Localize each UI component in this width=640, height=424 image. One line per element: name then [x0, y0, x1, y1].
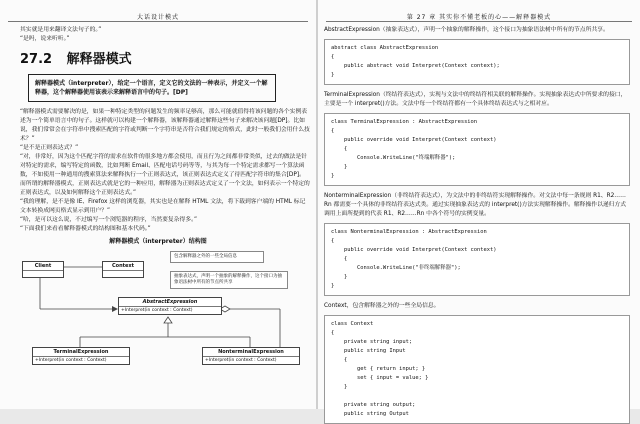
code-abstract: abstract class AbstractExpression { public abstract void Interpret(Context context); } [324, 39, 630, 85]
section-title: 解释器模式 [66, 52, 132, 67]
context-name: Context [103, 262, 143, 271]
body-paragraph-1: “解释器模式需要解决的是，如果一种特定类型的问题发生的频率足够高，那么可能就值得将该问题的各个实例表述为一个简单语言中的句子。这样就可以构建一个解释器，该解释器通过解释这些句子来解决该问题[DP]。比如说，我们常常会在字符串中搜索匹配的字符或判断一个字符串是否符合我们规定的格式，此时一般我们会用什么技术？” [20, 109, 310, 142]
right-running-head: 第 27 章 其实你不懂老板的心——解释器模式 [326, 0, 632, 22]
terminal-op: +Interpret(in context : Context) [35, 358, 107, 363]
nonterminal-op: +Interpret(in context : Context) [205, 358, 277, 363]
nonterminal-name: NonterminalExpression [203, 348, 299, 357]
code-context: class Context { private string input; public string Input { get { return input; } set { input = value; } } private string output; public string Output [324, 315, 630, 424]
body-paragraph-4: “我的理解，是不是像 IE、Firefox 这样的浏览器，其实也是在解释 HTML 文法，将下载到客户端的 HTML 标记文本转换成网页格式显示到用户？” [20, 199, 306, 214]
right-page [318, 0, 640, 417]
uml-context [102, 261, 144, 278]
section-heading [20, 50, 316, 70]
note-abstract: 抽象表达式，声明一个抽象的解释操作，这个接口为抽象语法树中所有的节点所共享 [170, 271, 288, 289]
abstract-paragraph: AbstractExpression（抽象表达式），声明一个抽象的解释操作，这个接口为抽象语法树中所有的节点所共享。 [324, 27, 609, 33]
uml-nonterminal-expression [202, 347, 300, 365]
abstract-op: +Interpret(in context : Context) [121, 308, 193, 313]
left-running-head: 大话设计模式 [8, 0, 308, 22]
terminal-paragraph: TerminalExpression（终结符表达式），实现与文法中的终结符相关联的解释操作。实现抽象表达式中所要求的接口，主要是一个 interpret()方法。文法中每一个终结符都有一个具体终结表达式与之相对应。 [324, 92, 627, 107]
body-paragraph-3: “对，非常好，因为这个匹配字符的需求在软件的很多地方都会使用，而且行为之间都非常类似，过去的做法是针对特定的需求，编写特定的函数，比如判断 Email、匹配电话号码等等，与其为每一个特定需求都写一个算法函数，不如使用一种通用的搜索算法来解释执行一个正则表达式，该正则表达式定义了待匹配字符串的集合[DP]。而所谓的解释器模式，正则表达式就是它的一种应用，解释器为正则表达式定义了一个文法，如何表示一个特定的正则表达式，以及如何解释这个正则表达式。” [20, 154, 310, 196]
nonterminal-paragraph: NonterminalExpression（非终结符表达式），为文法中的非终结符实现解释操作。对文法中每一条规则 R1、R2……Rn 都需要一个具体的非终结符表达式类。通过实现抽象表达式的 interpret()方法实现解释操作。解释操作以递归方式调用上面所提到的代表 R1、R2……Rn 中各个符号的实例变量。 [324, 193, 627, 217]
uml-client [22, 261, 64, 278]
note-context: 包含解释器之外的一些全局信息 [170, 251, 264, 263]
code-nonterminal: class NonterminalExpression : AbstractExpression { public override void Interpret(Context context) { Console.WriteLine("非终端解释器"); } } [324, 223, 630, 296]
section-number: 27.2 [20, 52, 53, 67]
body-paragraph-2: “是不是正则表达式？” [20, 145, 79, 151]
context-paragraph: Context，包含解释器之外的一些全局信息。 [324, 303, 440, 309]
uml-terminal-expression [32, 347, 130, 365]
left-page [0, 0, 317, 409]
definition-box: 解释器模式（interpreter），给定一个语言，定义它的文法的一种表示，并定义一个解释器，这个解释器使用该表示来解释语言中的句子。[DP] [28, 74, 276, 102]
intro-line-2: “是吗，说来听听。” [20, 36, 70, 42]
code-terminal: class TerminalExpression : AbstractExpression { public override void Interpret(Context context) { Console.WriteLine("终端解释器"); } } [324, 113, 630, 186]
body-paragraph-5: “哈，是可以这么说，不过编写一个浏览器的程序，当然要复杂得多。” [20, 217, 198, 223]
diagram-title: 解释器模式（interpreter）结构图 [109, 238, 207, 245]
abstract-name: AbstractExpression [119, 298, 221, 307]
terminal-name: TerminalExpression [33, 348, 129, 357]
uml-diagram [20, 247, 308, 377]
intro-line-1: 其实就是用来翻译文法句子的。” [20, 27, 102, 33]
client-name: Client [23, 262, 63, 271]
body-paragraph-6: “下面我们来看看解释器模式的结构图和基本代码。” [20, 226, 151, 232]
uml-abstract-expression [118, 297, 222, 315]
